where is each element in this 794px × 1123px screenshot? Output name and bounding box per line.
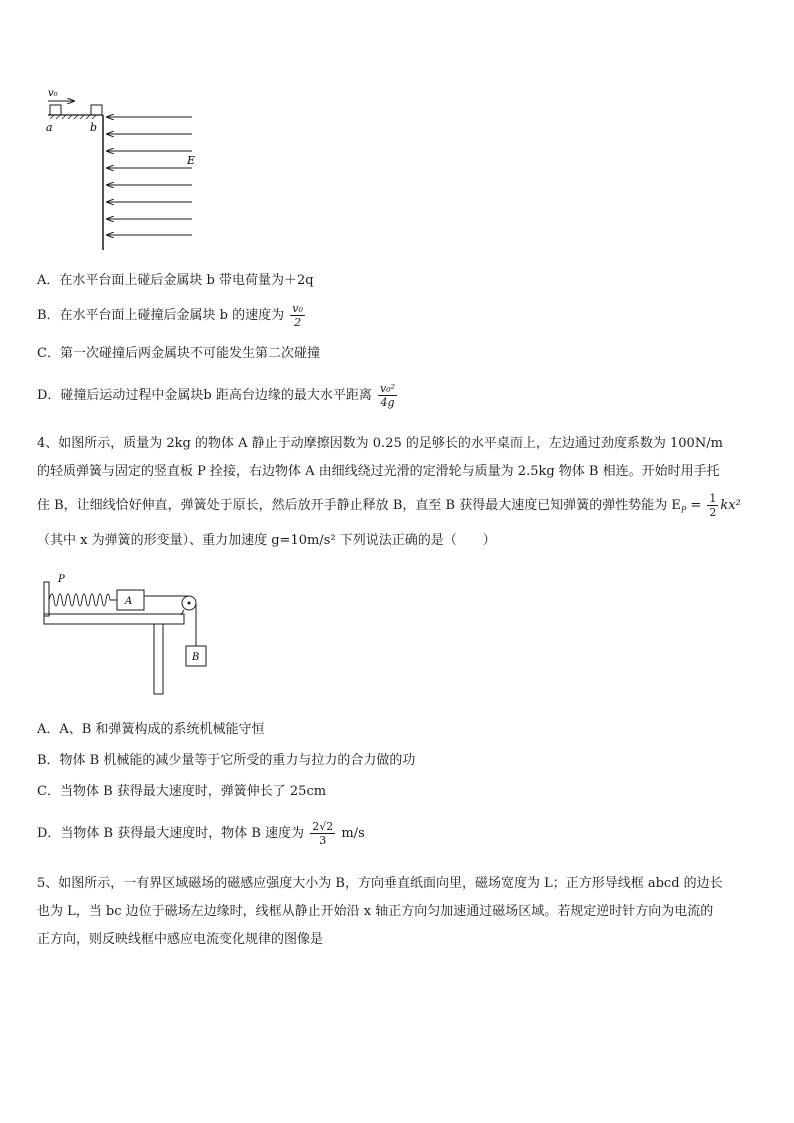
label-p: P bbox=[58, 574, 65, 585]
q3-option-b bbox=[37, 302, 307, 329]
q4-line-3-text: 住 B，让细线恰好伸直，弹簧处于原长，然后放开手静止释放 B，直至 B 获得最大速度已知弹簧的弹性势能为 E bbox=[37, 498, 681, 513]
denominator: 2 bbox=[709, 506, 717, 519]
numerator: v₀² bbox=[380, 382, 396, 395]
label-E: E bbox=[187, 154, 196, 167]
q4-option-d bbox=[37, 820, 365, 847]
plate-p bbox=[44, 582, 49, 616]
formula-tail: kx² bbox=[720, 498, 741, 513]
field-figure bbox=[40, 85, 210, 255]
denominator: 3 bbox=[319, 834, 327, 847]
q4-line-3 bbox=[37, 492, 759, 525]
q4-option-d-text: D．当物体 B 获得最大速度时，物体 B 速度为 bbox=[37, 826, 305, 841]
fraction bbox=[290, 302, 305, 329]
q5-stem bbox=[37, 870, 759, 954]
q3-option-c: C．第一次碰撞后两金属块不可能发生第二次碰撞 bbox=[37, 346, 320, 361]
q4-line-1: 4、如图所示，质量为 2kg 的物体 A 静止于动摩擦因数为 0.25 的足够长的水平桌而上，左边通过劲度系数为 100N/m bbox=[37, 436, 723, 451]
q5-line-1: 5、如图所示，一有界区域磁场的磁感应强度大小为 B，方向垂直纸面向里，磁场宽度为 L；正方形导线框 abcd 的边长 bbox=[37, 876, 723, 891]
fraction bbox=[707, 492, 718, 519]
numerator: v₀ bbox=[292, 302, 303, 315]
numerator: 2√2 bbox=[312, 820, 334, 833]
q5-line-2: 也为 L，当 bc 边位于磁场左边缘时，线框从静止开始沿 x 轴正方向匀加速通过磁场区域。若规定逆时针方向为电流的 bbox=[37, 904, 714, 919]
q4-line-2: 的轻质弹簧与固定的竖直板 P 拴接，右边物体 A 由细线绕过光滑的定滑轮与质量为 2.5kg 物体 B 相连。开始时用手托 bbox=[37, 464, 720, 479]
q5-line-3: 正方向，则反映线框中感应电流变化规律的图像是 bbox=[37, 932, 324, 947]
q4-option-c: C．当物体 B 获得最大速度时，弹簧伸长了 25cm bbox=[37, 784, 327, 799]
spring-pulley-figure bbox=[40, 572, 210, 698]
table bbox=[44, 614, 184, 624]
numerator: 1 bbox=[709, 492, 717, 505]
label-a: a bbox=[46, 121, 53, 134]
fraction bbox=[310, 820, 335, 847]
q3-option-d bbox=[37, 382, 399, 409]
q4-stem bbox=[37, 430, 759, 555]
spring bbox=[49, 594, 117, 606]
equals-sign: = bbox=[686, 498, 706, 513]
block-a bbox=[50, 105, 61, 115]
q4-option-b: B．物体 B 机械能的减少量等于它所受的重力与拉力的合力做的功 bbox=[37, 753, 416, 768]
field-lines bbox=[107, 117, 192, 235]
q3-option-d-text: D．碰撞后运动过程中金属块b 距高台边缘的最大水平距离 bbox=[37, 388, 372, 403]
fraction bbox=[378, 382, 397, 409]
label-v0: v₀ bbox=[48, 88, 58, 99]
q3-option-a: A．在水平台面上碰后金属块 b 带电荷量为＋2q bbox=[37, 273, 314, 288]
denominator: 4g bbox=[380, 396, 395, 409]
q4-option-a: A．A、B 和弹簧构成的系统机械能守恒 bbox=[37, 722, 265, 737]
label-b: b bbox=[90, 121, 98, 134]
label-a: A bbox=[125, 596, 133, 607]
denominator: 2 bbox=[294, 316, 302, 329]
unit: m/s bbox=[341, 826, 365, 841]
label-b: B bbox=[192, 652, 200, 663]
block-b bbox=[91, 105, 102, 115]
ep-subscript: P bbox=[680, 505, 687, 515]
q4-line-4: （其中 x 为弹簧的形变量）、重力加速度 g=10m/s² 下列说法正确的是（ ） bbox=[37, 532, 496, 548]
q3-option-b-text: B．在水平台面上碰撞后金属块 b 的速度为 bbox=[37, 308, 285, 323]
